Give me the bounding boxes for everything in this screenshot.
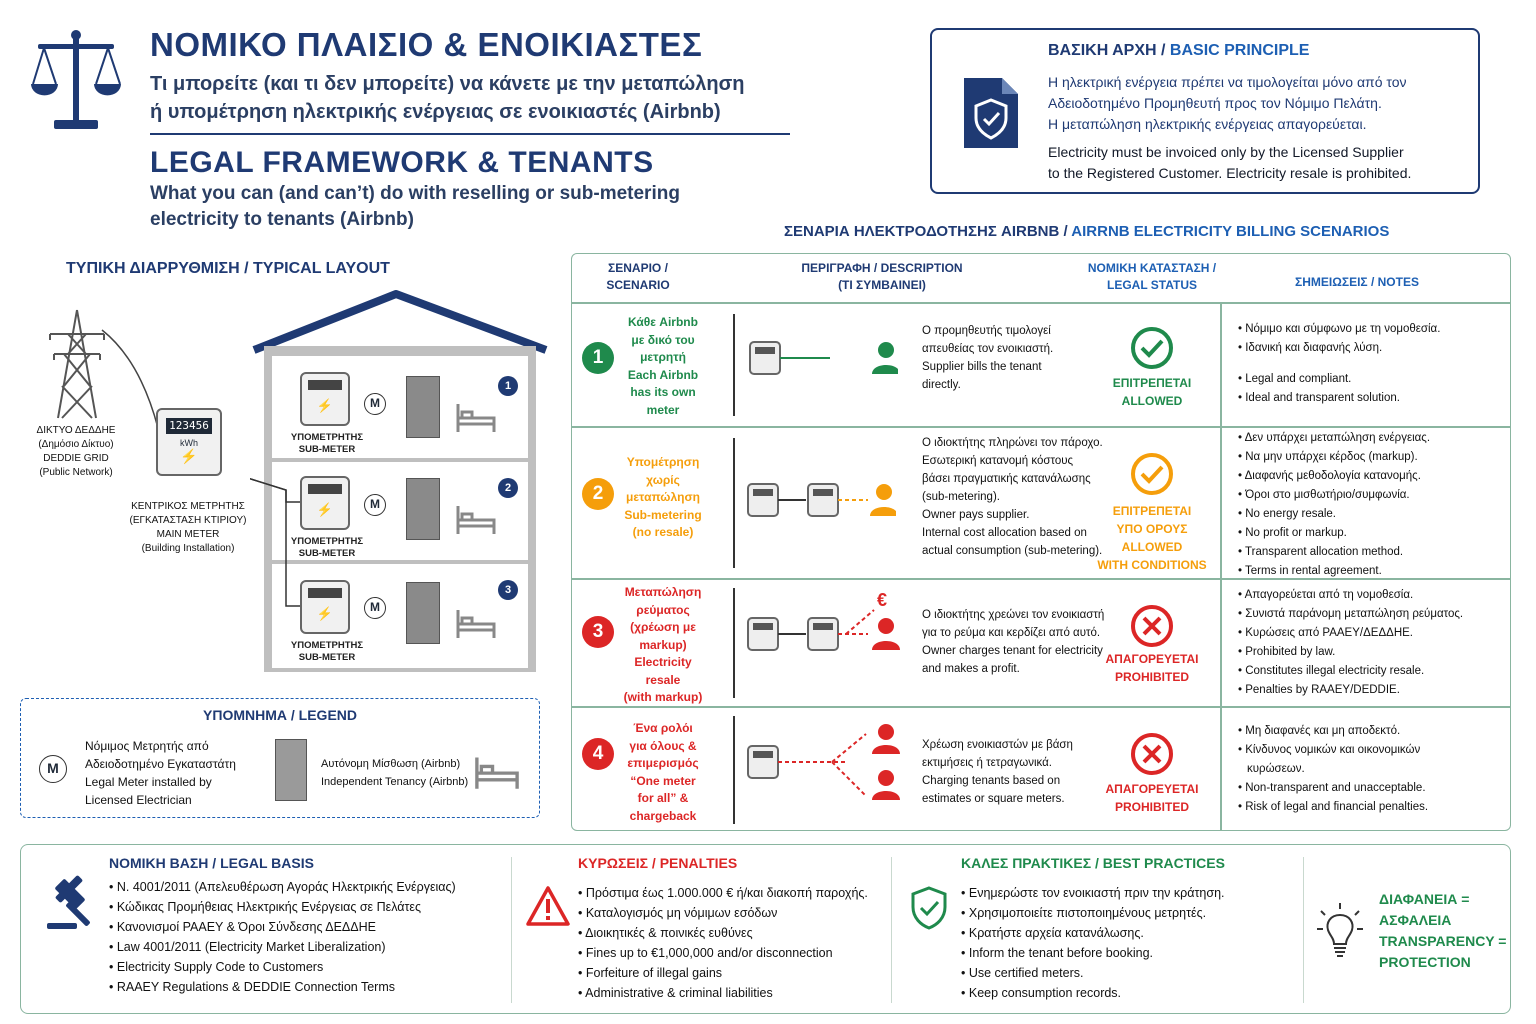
door-icon (406, 376, 440, 438)
scenario-notes (1238, 429, 1518, 581)
shield-document-icon (962, 76, 1020, 150)
scenario-name (608, 314, 718, 419)
header-text: SCENARIO (606, 278, 670, 292)
scenario-name-line: (χρέωση με (630, 620, 696, 634)
header-text: ΣΕΝΑΡΙΟ / (608, 261, 668, 275)
scenario-name-line: με δικό του (631, 332, 695, 347)
legend-title: ΥΠΟΜΝΗΜΑ / LEGEND (203, 707, 357, 723)
scenario-name-line: (with markup) (623, 690, 703, 704)
scenario-number: 3 (582, 616, 614, 648)
description-line: (sub-metering). (922, 491, 1000, 503)
meter-icon (300, 580, 350, 634)
penalty-item: • Διοικητικές & ποινικές ευθύνες (578, 923, 888, 943)
header-text: ΠΕΡΙΓΡΑΦΗ / DESCRIPTION (801, 261, 963, 275)
penalties-list (578, 883, 888, 1003)
bed-icon (456, 502, 496, 536)
sub-meter-label-line: ΥΠΟΜΕΤΡΗΤΗΣ (290, 640, 364, 651)
scenario-diagram (748, 340, 898, 384)
legal-meter-symbol: M (364, 597, 386, 619)
scenario-name-line: Each Airbnb (627, 367, 699, 382)
sub-meter-label-line: ΥΠΟΜΕΤΡΗΤΗΣ (290, 536, 364, 547)
scenarios-title (784, 223, 1389, 240)
basic-principle-box (930, 28, 1480, 194)
scenario-name-line: χωρίς (646, 472, 680, 487)
scenario-description (922, 736, 1107, 808)
bed-icon (456, 606, 496, 640)
status-line: ΕΠΙΤΡΕΠΕΤΑΙ (1112, 504, 1192, 518)
scenario-description (922, 322, 1107, 394)
header-divider (150, 133, 790, 135)
note-item: κυρώσεων. (1247, 763, 1305, 775)
description-line: Internal cost allocation based on (922, 527, 1087, 539)
scenario-description (922, 606, 1112, 678)
scenario-name-line: (no resale) (632, 525, 694, 539)
best-practices-list (961, 883, 1261, 1003)
scenario-name (608, 720, 718, 825)
legal-status (1092, 650, 1212, 686)
best-practice-item: • Ενημερώστε τον ενοικιαστή πριν την κράτηση. (961, 883, 1261, 903)
scenario-name (608, 454, 718, 542)
note-item: • Risk of legal and financial penalties. (1238, 798, 1518, 817)
scenario-name-line: Electricity (634, 655, 692, 669)
gavel-icon (45, 875, 101, 931)
scenario-number: 2 (582, 478, 614, 510)
principle-english-line: to the Registered Customer. Electricity resale is prohibited. (1048, 165, 1412, 181)
warning-icon (525, 885, 571, 927)
note-item: • No energy resale. (1238, 505, 1518, 524)
legal-meter-symbol: M (364, 393, 386, 415)
column-divider (733, 588, 735, 698)
section-divider (891, 857, 892, 1003)
legend-text-line: Αδειοδοτημένο Εγκαταστάτη (85, 757, 236, 771)
check-circle-icon (1130, 326, 1174, 370)
meter-display-icon (308, 484, 342, 494)
scenario-name-line: “One meter (630, 773, 696, 788)
note-item: • No profit or markup. (1238, 524, 1518, 543)
header-text: LEGAL STATUS (1107, 278, 1197, 292)
scenario-name-line: has its own (630, 385, 696, 399)
grid-label-line: (Δημόσιο Δίκτυο) (38, 439, 114, 450)
scenario-notes (1238, 586, 1518, 700)
bottom-panel (20, 844, 1511, 1014)
best-practices-title: ΚΑΛΕΣ ΠΡΑΚΤΙΚΕΣ / BEST PRACTICES (961, 855, 1225, 871)
legal-basis-item: • Ν. 4001/2011 (Απελευθέρωση Αγοράς Ηλεκτρικής Ενέργειας) (109, 877, 509, 897)
meter-display-icon (308, 380, 342, 390)
scenario-name-line: Κάθε Airbnb (628, 315, 698, 329)
header-description (762, 260, 1002, 294)
person-icon (872, 342, 898, 374)
description-line: Ο ιδιοκτήτης χρεώνει τον ενοικιαστή (922, 609, 1105, 621)
page-title-greek: ΝΟΜΙΚΟ ΠΛΑΙΣΙΟ & ΕΝΟΙΚΙΑΣΤΕΣ (150, 26, 703, 63)
status-line: ΕΠΙΤΡΕΠΕΤΑΙ (1112, 376, 1192, 390)
legal-basis-list (109, 877, 509, 997)
legend-item-legal-meter (85, 737, 265, 809)
main-meter-display: 123456 (166, 418, 212, 434)
penalty-item: • Fines up to €1,000,000 and/or disconnection (578, 943, 888, 963)
subtitle-greek-line-1: Τι μπορείτε (και τι δεν μπορείτε) να κάνετε με την μεταπώληση (150, 73, 745, 95)
scenario-notes (1238, 722, 1518, 817)
description-line: and makes a profit. (922, 663, 1020, 675)
bed-icon (456, 400, 496, 434)
principle-title-greek: ΒΑΣΙΚΗ ΑΡΧΗ / (1048, 42, 1170, 59)
note-item: • Διαφανής μεθοδολογία κατανομής. (1238, 467, 1518, 486)
note-item: • Ιδανική και διαφανής λύση. (1238, 339, 1518, 358)
main-meter-label-line: (Building Installation) (141, 543, 235, 554)
subtitle-greek-line-2: ή υπομέτρηση ηλεκτρικής ενέργειας σε ενοικιαστές (Airbnb) (150, 101, 721, 123)
principle-text-greek (1048, 72, 1468, 135)
column-divider (733, 314, 735, 416)
legend-box (20, 698, 540, 818)
description-line: actual consumption (sub-metering). (922, 545, 1103, 557)
main-meter-label (118, 500, 258, 556)
bolt-icon: ⚡ (316, 502, 334, 517)
legend-text-line: Licensed Electrician (85, 793, 192, 807)
note-item: • Συνιστά παράνομη μεταπώληση ρεύματος. (1238, 605, 1518, 624)
legal-status (1092, 374, 1212, 410)
description-line: για το ρεύμα και κερδίζει από αυτό. (922, 627, 1101, 639)
note-item: • Ideal and transparent solution. (1238, 389, 1518, 408)
scenario-number: 4 (582, 738, 614, 770)
legal-basis-title: ΝΟΜΙΚΗ ΒΑΣΗ / LEGAL BASIS (109, 855, 314, 871)
grid-label-line: DEDDIE GRID (43, 453, 109, 464)
principle-greek-line: Αδειοδοτημένο Προμηθευτή προς τον Νόμιμο Πελάτη. (1048, 95, 1382, 111)
scenario-name (608, 584, 718, 707)
subtitle-english-line-1: What you can (and can’t) do with reselling or sub-metering (150, 183, 680, 204)
motto-line: TRANSPARENCY = (1379, 933, 1507, 949)
scenario-name-line: resale (645, 672, 681, 687)
x-circle-icon (1130, 604, 1174, 648)
page-subtitle-english (150, 181, 710, 233)
description-line: Ο ιδιοκτήτης πληρώνει τον πάροχο. (922, 437, 1103, 449)
scenario-name-line: ρεύματος (636, 602, 690, 617)
layout-title: ΤΥΠΙΚΗ ΔΙΑΡΡΥΘΜΙΣΗ / TYPICAL LAYOUT (66, 260, 390, 277)
note-item: • Legal and compliant. (1238, 370, 1518, 389)
note-item: • Όροι στο μισθωτήριο/συμφωνία. (1238, 486, 1518, 505)
header-legal-status (1072, 260, 1232, 294)
scenario-name-line: Υπομέτρηση (626, 455, 700, 469)
column-divider (733, 438, 735, 568)
scenario-name-line: for all” & (637, 791, 689, 805)
best-practice-item: • Use certified meters. (961, 963, 1261, 983)
sub-meter-label-line: SUB-METER (298, 652, 356, 663)
legal-basis-item: • Electricity Supply Code to Customers (109, 957, 509, 977)
scenario-name-line: markup) (639, 637, 687, 652)
scenario-name-line: Μεταπώληση (624, 585, 702, 599)
section-divider (1303, 857, 1304, 1003)
sub-meter-label (286, 536, 368, 560)
penalty-item: • Forfeiture of illegal gains (578, 963, 888, 983)
penalties-title: ΚΥΡΩΣΕΙΣ / PENALTIES (578, 855, 738, 871)
sub-meter-label-line: SUB-METER (298, 444, 356, 455)
description-line: estimates or square meters. (922, 793, 1065, 805)
page-title-english: LEGAL FRAMEWORK & TENANTS (150, 146, 654, 179)
main-meter (156, 408, 222, 476)
column-divider (1220, 303, 1222, 830)
subtitle-english-line-2: electricity to tenants (Airbnb) (150, 209, 414, 230)
status-line: PROHIBITED (1114, 670, 1189, 684)
legend-text-line: Νόμιμος Μετρητής από (85, 739, 209, 753)
best-practice-item: • Keep consumption records. (961, 983, 1261, 1003)
principle-english-line: Electricity must be invoiced only by the Licensed Supplier (1048, 144, 1404, 160)
status-line: ALLOWED (1121, 394, 1183, 408)
scenario-diagram (746, 720, 906, 812)
scenario-name-line: επιμερισμός (627, 756, 699, 770)
scenario-notes (1238, 320, 1518, 408)
bolt-icon: ⚡ (316, 398, 334, 413)
motto-line: ΔΙΑΦΑΝΕΙΑ = (1379, 891, 1470, 907)
legal-basis-item: • Κανονισμοί ΡΑΑΕΥ & Όροι Σύνδεσης ΔΕΔΔΗΕ (109, 917, 509, 937)
note-item: • Κυρώσεις από ΡΑΑΕΥ/ΔΕΔΔΗΕ. (1238, 624, 1518, 643)
penalty-item: • Administrative & criminal liabilities (578, 983, 888, 1003)
description-line: Χρέωση ενοικιαστών με βάση (922, 739, 1073, 751)
description-line: directly. (922, 379, 961, 391)
door-icon (406, 582, 440, 644)
legend-text-line: Αυτόνομη Μίσθωση (Airbnb) (321, 758, 461, 770)
x-circle-icon (1130, 732, 1174, 776)
description-line: Owner charges tenant for electricity (922, 645, 1103, 657)
sub-meter-label-line: ΥΠΟΜΕΤΡΗΤΗΣ (290, 432, 364, 443)
description-line: Owner pays supplier. (922, 509, 1030, 521)
description-line: Charging tenants based on (922, 775, 1061, 787)
scenario-name-line: μεταπώληση (626, 490, 700, 504)
legend-item-tenancy (321, 755, 471, 791)
note-item: • Δεν υπάρχει μεταπώληση ενέργειας. (1238, 429, 1518, 448)
scenario-name-line: meter (646, 402, 680, 417)
status-line: PROHIBITED (1114, 800, 1189, 814)
penalty-item: • Πρόστιμα έως 1.000.000 € ή/και διακοπή παροχής. (578, 883, 888, 903)
legal-basis-item: • Law 4001/2011 (Electricity Market Liberalization) (109, 937, 509, 957)
legal-meter-symbol: M (39, 755, 67, 783)
legal-status (1092, 780, 1212, 816)
unit-number-badge: 2 (498, 478, 518, 498)
status-line: ΥΠΟ ΟΡΟΥΣ (1116, 522, 1188, 536)
sub-meter-unit-1 (300, 372, 350, 426)
legend-text-line: Independent Tenancy (Airbnb) (321, 776, 469, 788)
note-item: • Νόμιμο και σύμφωνο με τη νομοθεσία. (1238, 320, 1518, 339)
main-meter-label-line: ΚΕΝΤΡΙΚΟΣ ΜΕΤΡΗΤΗΣ (131, 501, 245, 512)
scenario-name-line: για όλους & (629, 738, 697, 753)
sub-meter-label (286, 640, 368, 664)
unit-number-badge: 1 (498, 376, 518, 396)
legend-text-line: Legal Meter installed by (85, 775, 212, 789)
note-item: • Terms in rental agreement. (1238, 562, 1518, 581)
status-line: ΑΠΑΓΟΡΕΥΕΤΑΙ (1105, 782, 1199, 796)
description-line: εκτιμήσεις ή τετραγωνικά. (922, 757, 1052, 769)
bed-icon (473, 753, 521, 791)
scenarios-table (571, 253, 1511, 831)
header-notes: ΣΗΜΕΙΩΣΕΙΣ / NOTES (1295, 275, 1419, 289)
legal-basis-item: • RAAEY Regulations & DEDDIE Connection Terms (109, 977, 509, 997)
scenarios-title-greek: ΣΕΝΑΡΙΑ ΗΛΕΚΤΡΟΔΟΤΗΣΗΣ AIRBNB / (784, 223, 1072, 240)
principle-greek-line: Η ηλεκτρική ενέργεια πρέπει να τιμολογείται μόνο από τον (1048, 74, 1407, 90)
row-divider (572, 302, 1510, 304)
door-icon (275, 739, 307, 801)
note-item: • Μη διαφανές και μη αποδεκτό. (1238, 722, 1518, 741)
principle-title (1048, 42, 1309, 60)
main-meter-label-line: MAIN METER (156, 529, 220, 540)
scenario-diagram (746, 482, 896, 522)
shield-check-icon (909, 885, 949, 931)
bolt-icon: ⚡ (180, 448, 198, 464)
best-practice-item: • Χρησιμοποιείτε πιστοποιημένους μετρητές. (961, 903, 1261, 923)
description-line: Supplier bills the tenant (922, 361, 1042, 373)
legal-status (1092, 502, 1212, 574)
principle-title-english: BASIC PRINCIPLE (1169, 42, 1310, 59)
description-line: Ο προμηθευτής τιμολογεί (922, 325, 1051, 337)
sub-meter-unit-2 (300, 476, 350, 530)
motto (1379, 889, 1506, 973)
description-line: απευθείας τον ενοικιαστή. (922, 343, 1054, 355)
best-practice-item: • Inform the tenant before booking. (961, 943, 1261, 963)
main-meter-unit: kWh (180, 438, 198, 448)
description-line: βάσει πραγματικής κατανάλωσης (922, 473, 1091, 485)
status-line: ΑΠΑΓΟΡΕΥΕΤΑΙ (1105, 652, 1199, 666)
penalty-item: • Καταλογισμός μη νόμιμων εσόδων (578, 903, 888, 923)
legal-meter-symbol: M (364, 494, 386, 516)
lightbulb-icon (1315, 901, 1365, 961)
best-practice-item: • Κρατήστε αρχεία κατανάλωσης. (961, 923, 1261, 943)
note-item: • Κίνδυνος νομικών και οικονομικών (1238, 741, 1518, 760)
sub-meter-unit-3 (300, 580, 350, 634)
note-item: • Constitutes illegal electricity resale. (1238, 662, 1518, 681)
scenario-description (922, 434, 1107, 560)
check-circle-icon (1130, 452, 1174, 496)
bolt-icon: ⚡ (316, 606, 334, 621)
scales-icon (28, 26, 124, 132)
note-item: • Απαγορεύεται από τη νομοθεσία. (1238, 586, 1518, 605)
scenarios-title-english: AIRRNB ELECTRICITY BILLING SCENARIOS (1071, 223, 1390, 240)
header-text: (ΤΙ ΣΥΜΒΑΙΝΕΙ) (838, 278, 926, 292)
column-divider (733, 716, 735, 824)
meter-icon (750, 342, 780, 374)
note-item: • Penalties by RAAEY/DEDDIE. (1238, 681, 1518, 700)
section-divider (511, 857, 512, 1003)
grid-label-line: (Public Network) (39, 467, 113, 478)
sub-meter-label-line: SUB-METER (298, 548, 356, 559)
header-scenario (578, 260, 698, 294)
note-item: • Non-transparent and unacceptable. (1238, 779, 1518, 798)
euro-symbol: € (877, 590, 888, 610)
scenario-number: 1 (582, 342, 614, 374)
note-item: • Transparent allocation method. (1238, 543, 1518, 562)
meter-display-icon (308, 588, 342, 598)
status-line: ALLOWED (1121, 540, 1183, 554)
legal-basis-item: • Κώδικας Προμήθειας Ηλεκτρικής Ενέργειας σε Πελάτες (109, 897, 509, 917)
scenario-name-line: chargeback (629, 808, 697, 823)
principle-text-english (1048, 142, 1468, 184)
scenario-name-line: μετρητή (640, 350, 686, 364)
row-divider (572, 426, 1510, 428)
main-meter-label-line: (ΕΓΚΑΤΑΣΤΑΣΗ ΚΤΙΡΙΟΥ) (129, 515, 247, 526)
motto-line: ΑΣΦΑΛΕΙΑ (1379, 912, 1452, 928)
grid-label-line: ΔΙΚΤΥΟ ΔΕΔΔΗΕ (36, 425, 116, 436)
header-text: ΝΟΜΙΚΗ ΚΑΤΑΣΤΑΣΗ / (1087, 261, 1217, 275)
motto-line: PROTECTION (1379, 954, 1471, 970)
description-line: Εσωτερική κατανομή κόστους (922, 455, 1074, 467)
page-subtitle-greek (150, 70, 790, 126)
meter-icon (300, 476, 350, 530)
scenario-name-line: Sub-metering (624, 507, 702, 522)
note-item: • Να μην υπάρχει κέρδος (markup). (1238, 448, 1518, 467)
meter-icon (300, 372, 350, 426)
scenario-name-line: Ένα ρολόι (633, 721, 693, 735)
principle-greek-line: Η μεταπώληση ηλεκτρικής ενέργειας απαγορεύεται. (1048, 116, 1367, 132)
door-icon (406, 478, 440, 540)
sub-meter-label (286, 432, 368, 456)
unit-number-badge: 3 (498, 580, 518, 600)
status-line: WITH CONDITIONS (1097, 558, 1207, 572)
note-item: • Prohibited by law. (1238, 643, 1518, 662)
